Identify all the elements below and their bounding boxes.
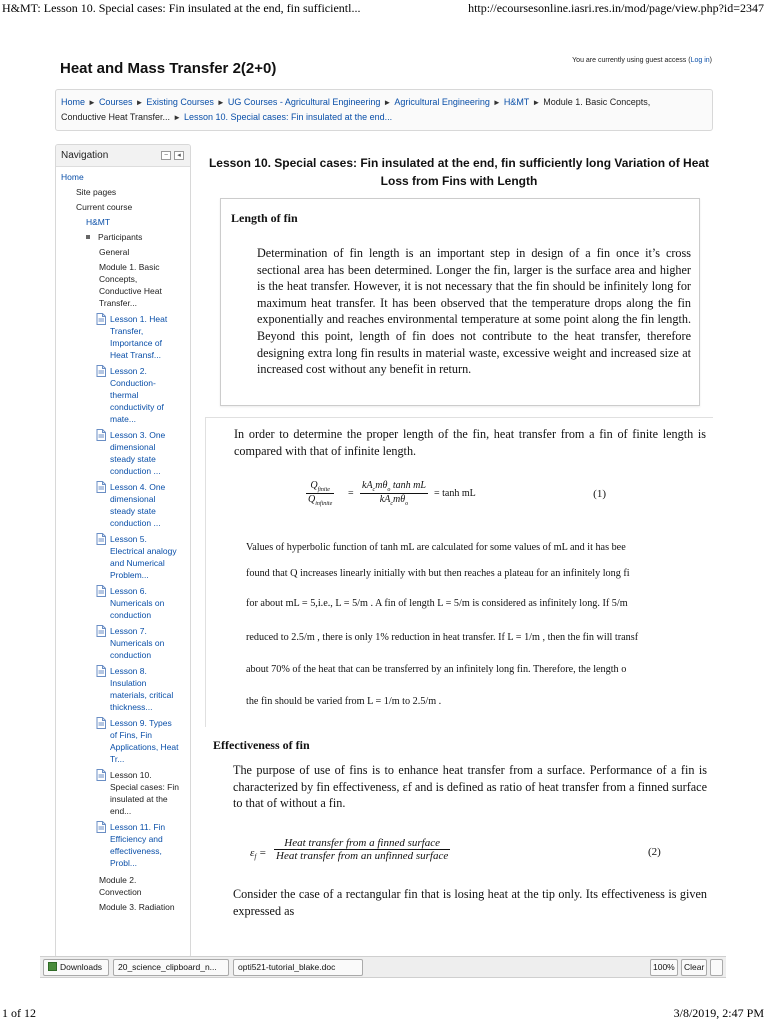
breadcrumb-hmt[interactable]: H&MT [503,97,530,107]
page-icon [96,313,106,325]
breadcrumb-separator-icon: ► [216,98,225,107]
page-icon [96,585,106,597]
breadcrumb-agricultural-engineering[interactable]: Agricultural Engineering [394,97,490,107]
fin-length-comparison [205,417,713,727]
page-icon [96,665,106,677]
nav-item-lesson[interactable] [56,533,190,581]
breadcrumb-separator-icon: ► [383,98,392,107]
nav-item-lesson[interactable] [56,481,190,529]
nav-lesson-link[interactable]: Lesson 7. Numericals on conduction [110,626,165,660]
nav-item-module1[interactable] [56,261,190,309]
values-line: the fin should be varied from L = 1/m to 2.5/m . [246,696,442,707]
zoom-level[interactable] [650,959,678,976]
nav-item-lesson[interactable] [56,429,190,477]
downloads-label: Downloads [60,962,103,972]
section-title-effectiveness: Effectiveness of fin [213,738,310,752]
nav-lesson-link[interactable]: Lesson 8. Insulation materials, critical thickness... [110,666,174,712]
nav-lesson-link[interactable]: Lesson 11. Fin Efficiency and effectiveness, Probl... [110,822,166,868]
nav-item-home[interactable] [56,171,190,183]
length-of-fin-box [220,198,700,406]
nav-item-lesson[interactable] [56,585,190,621]
eq2-number: (2) [648,846,661,858]
print-header [0,0,768,20]
breadcrumb-separator-icon: ► [173,113,181,122]
downloads-bar [40,956,726,978]
nav-item-lesson[interactable] [56,821,190,869]
nav-item-label[interactable]: H&MT [86,217,111,227]
section-title-length: Length of fin [231,211,298,225]
nav-lesson-link[interactable]: Lesson 3. One dimensional steady state conduction ... [110,430,166,476]
course-title: Heat and Mass Transfer 2(2+0) [60,60,277,77]
nav-lesson-link[interactable]: Lesson 2. Conduction-thermal conductivity of mate... [110,366,164,424]
page-icon [96,821,106,833]
values-line: reduced to 2.5/m , there is only 1% reduction in heat transfer. If L = 1/m , then the fin will transf [246,632,639,643]
page-icon [96,769,106,781]
nav-item-label: Module 2. Convection [99,875,142,897]
eq1-mid-num-tail: tanh mL [390,480,426,491]
effectiveness-text: The purpose of use of fins is to enhance heat transfer from a surface. Performance of a fin is characterized by fin effectiveness, εf and is defined as ratio of heat transfer from a finned surface to that of without a fin. [233,763,707,811]
nav-item-lesson[interactable] [56,665,190,713]
breadcrumb-existing-courses[interactable]: Existing Courses [146,97,214,107]
eq1-mid-num: kA [362,480,373,491]
breadcrumb-courses[interactable]: Courses [98,97,133,107]
nav-item-lesson[interactable] [56,717,190,765]
main-content [205,144,713,958]
nav-lesson-label-current: Lesson 10. Special cases: Fin insulated at the end... [110,770,179,816]
page-icon [96,481,106,493]
nav-item-lesson[interactable] [56,625,190,661]
navigation-title: Navigation [61,150,109,161]
equation-1 [306,476,706,516]
page-icon [96,625,106,637]
navigation-tree [56,167,190,913]
page-icon [96,717,106,729]
download-item[interactable] [233,959,363,976]
comparison-text: In order to determine the proper length of the fin, heat transfer from a fin of finite length is compared with that of infinite length. [234,427,706,458]
login-prefix: You are currently using guest access ( [572,57,691,64]
bullet-icon [86,235,90,239]
equation-2: $\varepsilon_f$ = Heat transfer from a finned surface Heat transfer from an unfinned surface (2) [250,837,661,862]
print-page-url: http://ecoursesonline.iasri.res.in/mod/page/view.php?id=2347 [468,1,764,15]
nav-item-module3[interactable] [56,901,190,913]
print-page-number: 1 of 12 [2,1006,36,1020]
nav-item-lesson[interactable] [56,365,190,425]
nav-lesson-link[interactable]: Lesson 5. Electrical analogy and Numerical Problem... [110,534,177,580]
page-icon [96,429,106,441]
downloads-button[interactable] [43,959,109,976]
download-icon [48,962,57,971]
eq2-num: Heat transfer from a finned surface [274,837,450,850]
nav-item-lesson-current[interactable] [56,769,190,817]
page-icon [96,365,106,377]
nav-item-course-hmt[interactable] [56,216,190,228]
dock-block-icon[interactable]: ◂ [174,151,184,160]
lesson-heading: Lesson 10. Special cases: Fin insulated at the end, fin sufficiently long Variation of Heat Loss from Fins with Length [208,156,710,188]
nav-lesson-link[interactable]: Lesson 9. Types of Fins, Fin Applications, Heat Tr... [110,718,179,764]
download-item-label: 20_science_clipboard_n... [118,962,217,972]
values-line: about 70% of the heat that can be transferred by an infinitely long fin. Therefore, the length o [246,664,627,675]
download-item-label: opti521-tutorial_blake.doc [238,962,336,972]
breadcrumb-home[interactable]: Home [61,97,86,107]
breadcrumb [55,89,713,131]
eq2-lhs: ε [250,847,255,859]
nav-lesson-link[interactable]: Lesson 1. Heat Transfer, Importance of Heat Transf... [110,314,168,360]
eq1-mid-den: kA [379,494,391,505]
eq1-lhs-den: Q [308,494,316,505]
eq2-den: Heat transfer from an unfinned surface [276,850,449,862]
values-line: found that Q increases linearly initially with but then reaches a plateau for an infinitely long fi [246,568,630,579]
print-footer [0,1002,768,1024]
nav-item-label: Module 3. Radiation [99,902,175,912]
eq1-lhs-fraction [306,480,334,507]
eq1-lhs-den-sub: infinite [315,501,333,507]
eq1-lhs-num-sub: finite [317,487,330,493]
nav-item-label: Site pages [76,187,117,197]
nav-item-label: General [99,247,130,257]
nav-lesson-link[interactable]: Lesson 6. Numericals on conduction [110,586,165,620]
close-downloads-icon[interactable] [710,959,723,976]
breadcrumb-separator-icon: ► [492,98,501,107]
clear-label: Clear [684,962,705,972]
collapse-block-icon[interactable]: − [161,151,171,160]
print-page-title: H&MT: Lesson 10. Special cases: Fin insulated at the end, fin sufficientl... [2,1,361,15]
nav-item-module2[interactable] [56,874,190,898]
login-info [572,57,712,64]
nav-item-lesson[interactable] [56,313,190,361]
nav-item-general[interactable] [56,246,190,258]
page-icon [96,533,106,545]
eq1-lhs-num: Q [310,480,318,491]
clear-button[interactable] [681,959,707,976]
nav-item-label: Current course [76,202,133,212]
navigation-block [55,144,191,958]
breadcrumb-module1-cont[interactable]: Conductive Heat Transfer... [61,112,171,122]
eq1-number: (1) [593,488,606,500]
breadcrumb-module1[interactable]: Module 1. Basic Concepts, [543,97,651,107]
nav-item-label: Module 1. Basic Concepts, Conductive Heat Transfer... [99,262,162,308]
nav-item-site-pages[interactable] [56,186,190,198]
values-line: Values of hyperbolic function of tanh mL are calculated for some values of mL and it has bee [246,542,626,553]
nav-lesson-link[interactable]: Lesson 4. One dimensional steady state conduction ... [110,482,166,528]
rectangular-fin-text: Consider the case of a rectangular fin that is losing heat at the tip only. Its effectiveness is given expressed as [233,887,707,918]
login-link[interactable]: Log in [690,57,710,64]
nav-item-current-course[interactable] [56,201,190,213]
eq1-mid-fraction: $kA_cm\theta_o$ tanh mL $kA_cm\theta_o$ [362,480,426,507]
breadcrumb-ug-courses[interactable]: UG Courses - Agricultural Engineering [227,97,381,107]
nav-item-label[interactable]: Home [61,172,84,182]
zoom-label: 100% [653,962,675,972]
breadcrumb-lesson10[interactable]: Lesson 10. Special cases: Fin insulated at the end... [183,112,393,122]
eq2-lhs-sub: f [254,853,257,862]
nav-item-label: Participants [98,232,143,242]
eq1-rhs: = tanh mL [434,488,476,499]
values-line: for about mL = 5,i.e., L = 5/m . A fin of length L = 5/m is considered as infinitely long. If 5/m [246,598,628,609]
eq1-mid-den-rest: mθ [393,494,406,505]
print-datetime: 3/8/2019, 2:47 PM [673,1006,764,1020]
download-item[interactable] [113,959,229,976]
navigation-header [56,145,190,167]
eq1-mid-num-rest: mθ [375,480,388,491]
breadcrumb-separator-icon: ► [532,98,541,107]
login-suffix: ) [709,57,712,64]
nav-item-participants[interactable] [56,231,190,243]
breadcrumb-separator-icon: ► [88,98,96,107]
breadcrumb-separator-icon: ► [135,98,144,107]
length-of-fin-text: Determination of fin length is an important step in design of a fin once it’s cross sectional area has been determined. Longer the fin, larger is the surface area and higher is the heat transfer. However, it is not necessary that the fin should be infinitely long for maximum heat transfer. It has been observed that the temperature drops along the fin exponentially and reaches environmental temperature at some point along the fin length. Beyond this point, length of fin does not contribute to the heat transfer, therefore designing extra long fin results in material waste, excessive weight and increased size at increased cost without any benefit in return. [257,246,691,377]
eq2-fraction [274,837,450,862]
eq1-equals: = [348,488,354,499]
